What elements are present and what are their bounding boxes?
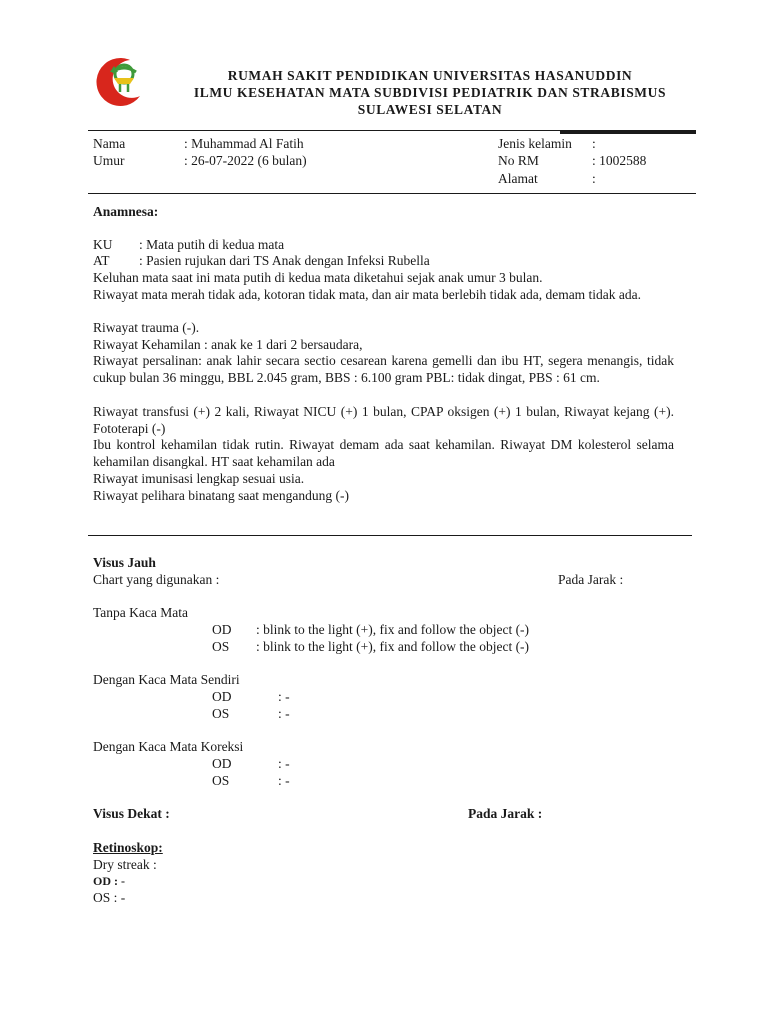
sendiri-od-value: : - [278,689,290,704]
tanpa-od-value: : blink to the light (+), fix and follow the object (-) [256,622,530,637]
tanpa-od-label: OD [212,622,232,637]
sendiri-os-value: : - [278,706,290,721]
name-label: Nama [93,136,126,151]
visus-jauh-title: Visus Jauh [93,555,156,570]
hospital-logo-icon [90,52,146,108]
retinoskop-title: Retinoskop: [93,840,163,855]
anamnesa-p5: Riwayat persalinan: anak lahir secara sectio cesarean karena gemelli dan ibu HT, segera menangis, tidak cukup bulan 36 minggu, BBL 2.045 gram, BBS : 6.100 gram PBL: tidak dingat, PBS : 61 cm. [93,353,674,385]
hospital-logo [90,52,146,108]
header-line-2: ILMU KESEHATAN MATA SUBDIVISI PEDIATRIK DAN STRABISMUS [193,85,667,100]
anamnesa-p1: Keluhan mata saat ini mata putih di kedua mata diketahui sejak anak umur 3 bulan. [93,270,543,285]
sendiri-os-label: OS [212,706,230,721]
kaca-mata-sendiri-title: Dengan Kaca Mata Sendiri [93,672,240,687]
tanpa-kaca-mata-title: Tanpa Kaca Mata [93,605,189,620]
anamnesa-divider [88,535,692,536]
koreksi-od-value: : - [278,756,290,771]
rm-label: No RM [498,153,539,168]
chart-used-label: Chart yang digunakan : [93,572,220,587]
anamnesa-p3: Riwayat trauma (-). [93,320,200,335]
ku-label: KU [93,237,113,252]
visus-dekat-distance-label: Pada Jarak : [468,806,543,821]
koreksi-os-value: : - [278,773,290,788]
patient-divider [88,193,696,194]
anamnesa-p7: Ibu kontrol kehamilan tidak rutin. Riwayat demam ada saat kehamilan. Riwayat DM kolesterol selama kehamilan disangkal. HT saat kehamilan ada [93,437,674,469]
anamnesa-p4: Riwayat Kehamilan : anak ke 1 dari 2 bersaudara, [93,337,363,352]
address-value: : [592,171,596,186]
anamnesa-p6: Riwayat transfusi (+) 2 kali, Riwayat NICU (+) 1 bulan, CPAP oksigen (+) 1 bulan, Riwayat kejang (+). Fototerapi (-) [93,404,674,436]
sex-value: : [592,136,596,151]
koreksi-od-label: OD [212,756,232,771]
header-line-1: RUMAH SAKIT PENDIDIKAN UNIVERSITAS HASANUDDIN [227,68,633,83]
kaca-mata-koreksi-title: Dengan Kaca Mata Koreksi [93,739,244,754]
rm-value: : 1002588 [592,153,647,168]
age-value: : 26-07-2022 (6 bulan) [184,153,307,168]
anamnesa-p9: Riwayat pelihara binatang saat mengandung (-) [93,488,350,503]
retinoskop-os: OS : - [93,890,126,905]
visus-jauh-distance-label: Pada Jarak : [558,572,624,587]
retinoskop-od: OD : - [93,874,125,888]
address-label: Alamat [498,171,538,186]
koreksi-os-label: OS [212,773,230,788]
sendiri-od-label: OD [212,689,232,704]
at-label: AT [93,253,110,268]
anamnesa-p8: Riwayat imunisasi lengkap sesuai usia. [93,471,305,486]
header-line-3: SULAWESI SELATAN [357,102,503,117]
ku-value: : Mata putih di kedua mata [139,237,285,252]
anamnesa-p2: Riwayat mata merah tidak ada, kotoran tidak mata, dan air mata berlebih tidak ada, demam tidak ada. [93,287,642,302]
at-value: : Pasien rujukan dari TS Anak dengan Infeksi Rubella [139,253,430,268]
visus-dekat-title: Visus Dekat : [93,806,170,821]
tanpa-os-label: OS [212,639,230,654]
name-value: : Muhammad Al Fatih [184,136,304,151]
tanpa-os-value: : blink to the light (+), fix and follow the object (-) [256,639,530,654]
anamnesa-title: Anamnesa: [93,204,159,219]
sex-label: Jenis kelamin [498,136,572,151]
age-label: Umur [93,153,125,168]
header-divider-thick [560,131,696,134]
dry-streak-label: Dry streak : [93,857,157,872]
